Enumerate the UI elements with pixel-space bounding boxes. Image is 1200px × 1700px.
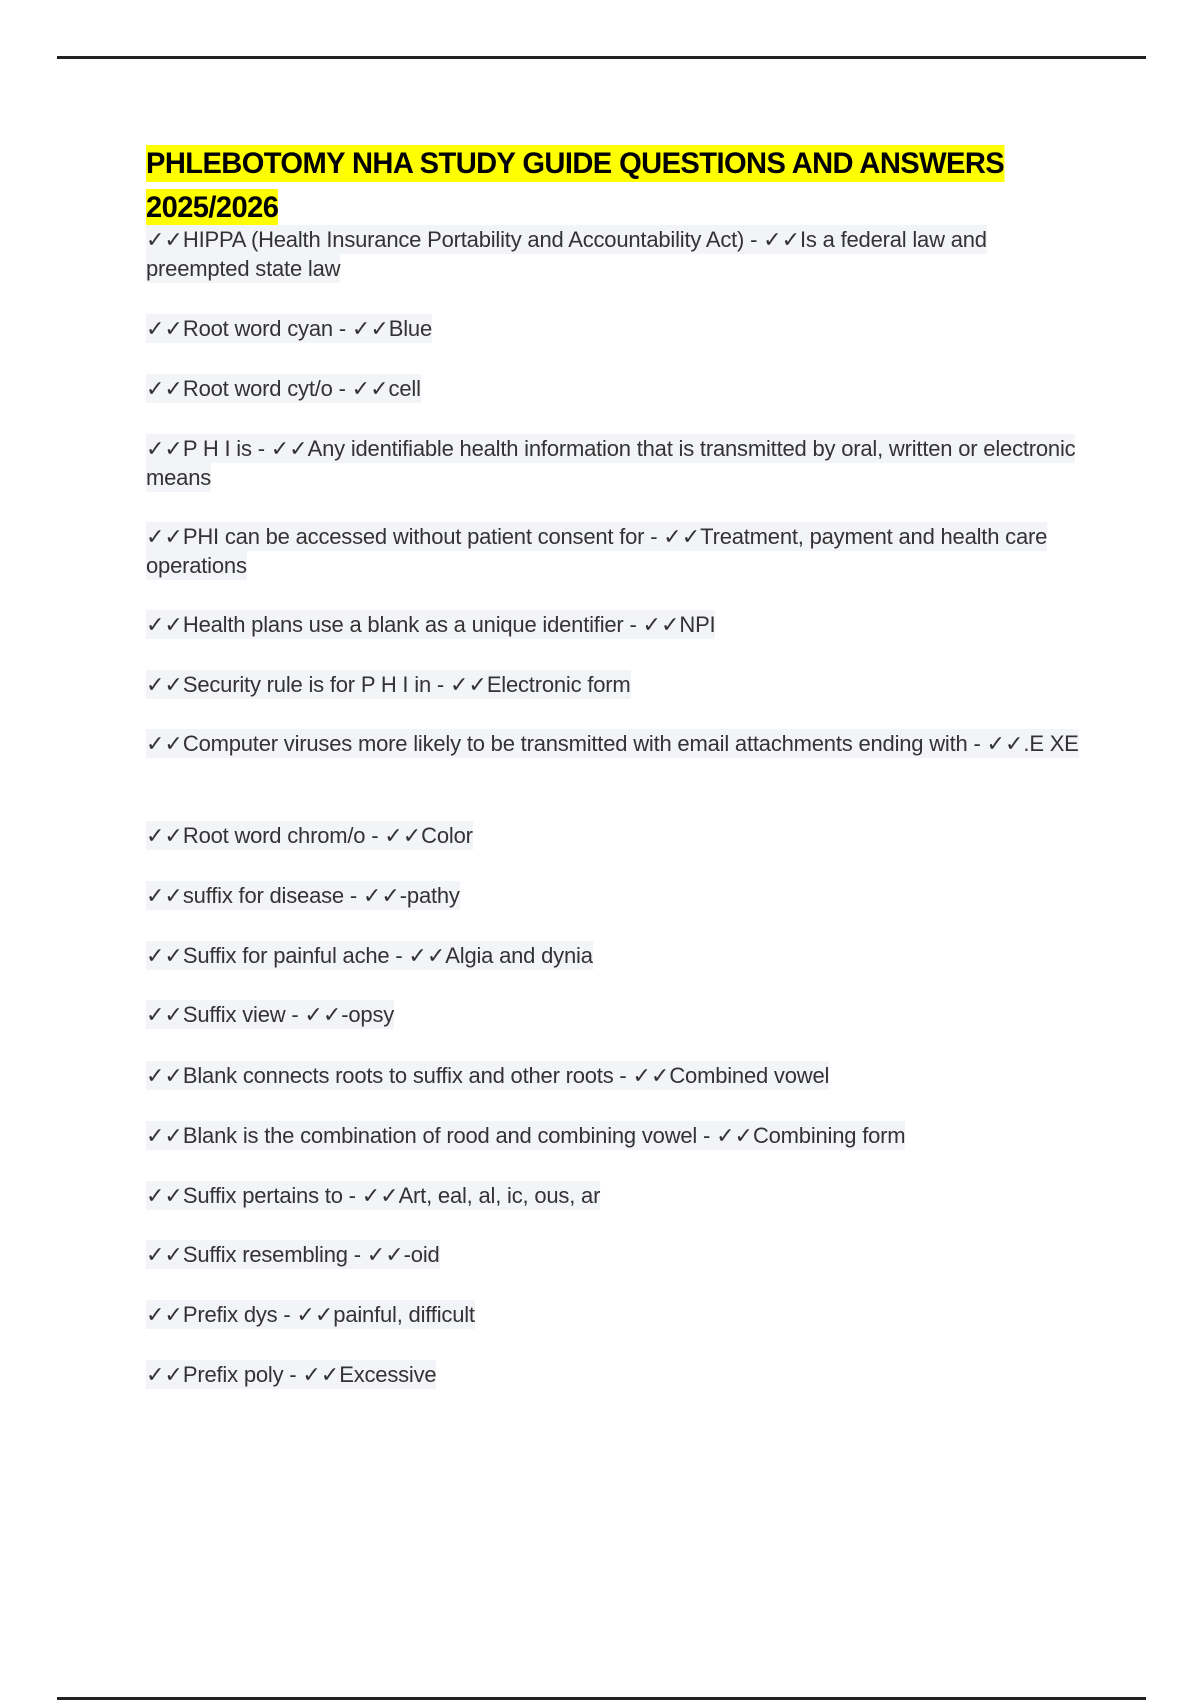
qa-entry: [146, 1300, 1086, 1329]
entry-separator: -: [430, 672, 450, 697]
entry-term: Suffix resembling: [182, 1242, 348, 1267]
entry-term: Computer viruses more likely to be transmitted with email attachments ending with: [182, 731, 968, 756]
entry-separator: -: [332, 376, 352, 401]
double-check-icon: ✓✓: [632, 1063, 670, 1088]
entry-term: Suffix view: [182, 1002, 286, 1027]
entry-term: Root word cyan: [182, 316, 333, 341]
qa-entry: [146, 522, 1086, 580]
entry-highlight: [146, 1061, 829, 1090]
double-check-icon: ✓✓: [366, 1242, 404, 1267]
entry-separator: -: [251, 436, 271, 461]
qa-entry: [146, 374, 1086, 403]
entry-answer: painful, difficult: [333, 1302, 475, 1327]
double-check-icon: ✓✓: [146, 227, 183, 252]
qa-entry: [146, 434, 1086, 492]
entry-answer: .E XE: [1023, 731, 1079, 756]
double-check-icon: ✓✓: [146, 1002, 183, 1027]
qa-entry: [146, 610, 1086, 639]
entry-separator: -: [644, 524, 664, 549]
qa-entry: [146, 1360, 1086, 1389]
entry-highlight: [146, 729, 1079, 758]
double-check-icon: ✓✓: [146, 823, 183, 848]
entry-term: Prefix dys: [182, 1302, 278, 1327]
entry-highlight: [146, 522, 1047, 580]
entry-term: Root word chrom/o: [182, 823, 366, 848]
entry-term: Health plans use a blank as a unique identifier: [182, 612, 624, 637]
double-check-icon: ✓✓: [270, 436, 308, 461]
entry-term: Suffix for painful ache: [182, 943, 390, 968]
double-check-icon: ✓✓: [642, 612, 680, 637]
header-rule: [57, 56, 1146, 59]
title-highlight: PHLEBOTOMY NHA STUDY GUIDE QUESTIONS AND ANSWERS 2025/2026: [146, 147, 1005, 224]
entry-separator: -: [347, 1242, 367, 1267]
entry-highlight: [146, 225, 987, 283]
entry-separator: -: [744, 227, 764, 252]
qa-entry: [146, 729, 1086, 758]
double-check-icon: ✓✓: [663, 524, 701, 549]
entry-answer: Is a federal law and preempted state law: [146, 227, 987, 281]
entry-term: Security rule is for P H I in: [182, 672, 431, 697]
entry-separator: -: [697, 1123, 717, 1148]
entry-highlight: [146, 881, 460, 910]
double-check-icon: ✓✓: [146, 376, 183, 401]
entry-separator: -: [283, 1362, 303, 1387]
entry-answer: -oid: [403, 1242, 440, 1267]
entry-separator: -: [967, 731, 987, 756]
double-check-icon: ✓✓: [146, 1123, 183, 1148]
double-check-icon: ✓✓: [146, 1302, 183, 1327]
qa-entry: [146, 225, 1086, 283]
double-check-icon: ✓✓: [384, 823, 422, 848]
double-check-icon: ✓✓: [146, 612, 183, 637]
entry-highlight: [146, 1240, 440, 1269]
entry-answer: Excessive: [339, 1362, 437, 1387]
entry-highlight: [146, 1000, 394, 1029]
entry-answer: -opsy: [341, 1002, 395, 1027]
entry-term: Root word cyt/o: [182, 376, 333, 401]
qa-entry: [146, 670, 1086, 699]
entry-term: P H I is: [182, 436, 252, 461]
entry-answer: Combined vowel: [669, 1063, 830, 1088]
entry-term: Blank is the combination of rood and combining vowel: [182, 1123, 698, 1148]
double-check-icon: ✓✓: [362, 883, 400, 908]
qa-entry: [146, 314, 1086, 343]
qa-entry: [146, 1181, 1086, 1210]
qa-entry: [146, 1240, 1086, 1269]
entry-separator: -: [343, 883, 363, 908]
double-check-icon: ✓✓: [449, 672, 487, 697]
entry-highlight: [146, 1300, 475, 1329]
entry-separator: -: [623, 612, 643, 637]
double-check-icon: ✓✓: [146, 1063, 183, 1088]
entry-term: Prefix poly: [182, 1362, 284, 1387]
entry-term: Suffix pertains to: [182, 1183, 343, 1208]
qa-entry: [146, 1121, 1086, 1150]
double-check-icon: ✓✓: [296, 1302, 334, 1327]
entry-highlight: [146, 1360, 436, 1389]
double-check-icon: ✓✓: [304, 1002, 342, 1027]
entry-highlight: [146, 610, 715, 639]
entry-term: Blank connects roots to suffix and other roots: [182, 1063, 614, 1088]
entry-answer: Treatment, payment and health care operations: [146, 524, 1048, 578]
double-check-icon: ✓✓: [986, 731, 1024, 756]
double-check-icon: ✓✓: [361, 1183, 399, 1208]
entry-highlight: [146, 941, 593, 970]
double-check-icon: ✓✓: [146, 731, 183, 756]
entry-answer: Color: [421, 823, 473, 848]
qa-entry: [146, 1000, 1086, 1029]
double-check-icon: ✓✓: [146, 524, 183, 549]
double-check-icon: ✓✓: [146, 1242, 183, 1267]
double-check-icon: ✓✓: [146, 316, 183, 341]
entry-separator: -: [342, 1183, 362, 1208]
double-check-icon: ✓✓: [146, 1362, 183, 1387]
qa-entry: [146, 881, 1086, 910]
entry-highlight: [146, 374, 421, 403]
entry-term: HIPPA (Health Insurance Portability and Accountability Act): [182, 227, 745, 252]
double-check-icon: ✓✓: [351, 376, 389, 401]
entry-highlight: [146, 314, 432, 343]
double-check-icon: ✓✓: [408, 943, 446, 968]
double-check-icon: ✓✓: [716, 1123, 753, 1148]
entry-separator: -: [332, 316, 352, 341]
entry-separator: -: [389, 943, 409, 968]
entry-highlight: [146, 821, 473, 850]
entry-separator: -: [285, 1002, 305, 1027]
double-check-icon: ✓✓: [146, 436, 183, 461]
entry-separator: -: [277, 1302, 297, 1327]
qa-entry: [146, 941, 1086, 970]
entry-answer: Any identifiable health information that is transmitted by oral, written or electronic means: [146, 436, 1076, 490]
entry-term: suffix for disease: [182, 883, 344, 908]
entry-answer: Art, eal, al, ic, ous, ar: [398, 1183, 601, 1208]
entry-answer: NPI: [679, 612, 716, 637]
entry-answer: Electronic form: [486, 672, 631, 697]
entry-highlight: [146, 670, 631, 699]
entry-answer: Algia and dynia: [445, 943, 593, 968]
double-check-icon: ✓✓: [146, 943, 183, 968]
double-check-icon: ✓✓: [351, 316, 389, 341]
qa-entry: [146, 1061, 1086, 1090]
entry-highlight: [146, 1181, 600, 1210]
document-title: [146, 142, 1058, 230]
entry-separator: -: [365, 823, 385, 848]
entry-separator: -: [613, 1063, 633, 1088]
entry-answer: -pathy: [399, 883, 460, 908]
entry-answer: Combining form: [752, 1123, 906, 1148]
entry-term: PHI can be accessed without patient consent for: [182, 524, 645, 549]
entry-highlight: [146, 1121, 905, 1150]
entry-answer: cell: [388, 376, 421, 401]
document-body: [146, 142, 1086, 1387]
double-check-icon: ✓✓: [302, 1362, 340, 1387]
double-check-icon: ✓✓: [146, 672, 183, 697]
double-check-icon: ✓✓: [146, 1183, 183, 1208]
entry-highlight: [146, 434, 1075, 492]
double-check-icon: ✓✓: [763, 227, 801, 252]
double-check-icon: ✓✓: [146, 883, 183, 908]
entry-answer: Blue: [388, 316, 432, 341]
qa-entry: [146, 821, 1086, 850]
